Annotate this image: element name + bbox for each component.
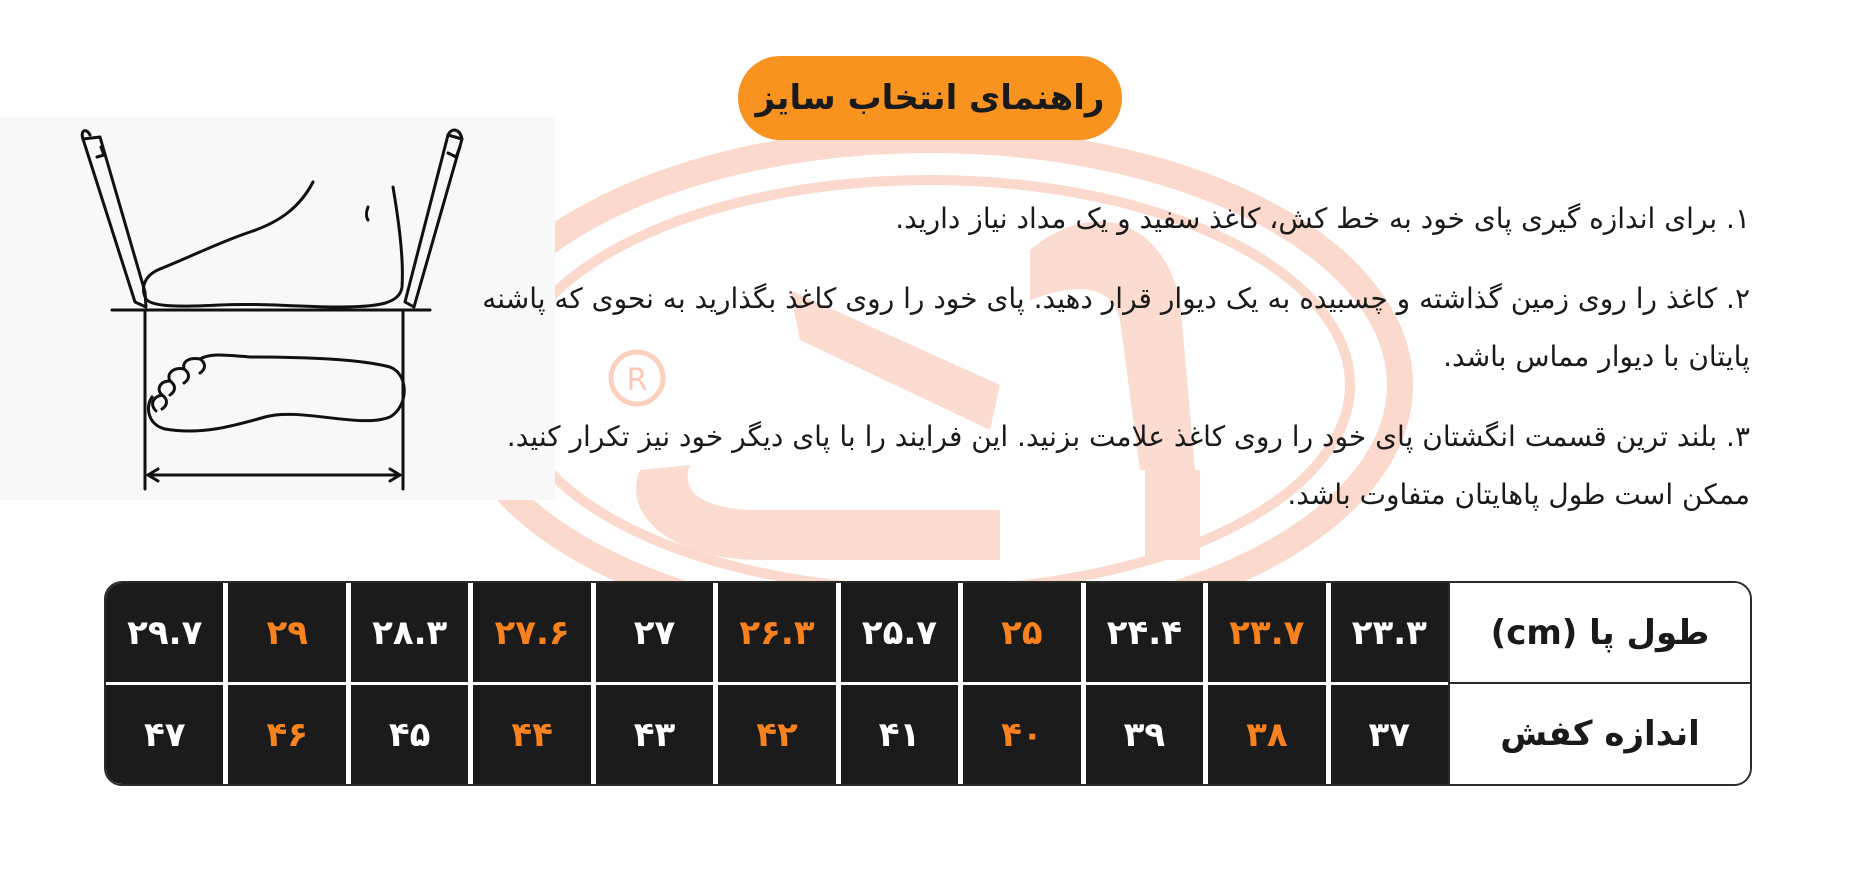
foot-length-cell: ۲۵.۷ xyxy=(836,583,958,682)
foot-length-cell: ۲۵ xyxy=(958,583,1080,682)
foot-length-cell: ۲۳.۳ xyxy=(1326,583,1448,682)
foot-length-cell: ۲۹.۷ xyxy=(106,583,223,682)
foot-length-cell: ۲۹ xyxy=(223,583,345,682)
shoe-size-cell: ۴۵ xyxy=(346,685,468,784)
instruction-step-2: ۲. کاغذ را روی زمین گذاشته و چسبیده به یک دیوار قرار دهید. پای خود را روی کاغذ بگذارید به نحوی که پاشنه پایتان با دیوار مماس باشد. xyxy=(482,282,1750,373)
foot-length-cell: ۲۴.۴ xyxy=(1081,583,1203,682)
shoe-size-cell: ۴۶ xyxy=(223,685,345,784)
shoe-size-cell: ۴۷ xyxy=(106,685,223,784)
foot-length-row xyxy=(106,583,1750,682)
instruction-step-3: ۳. بلند ترین قسمت انگشتان پای خود را روی کاغذ علامت بزنید. این فرایند را با پای دیگر خود نیز تکرار کنید. ممکن است طول پاهایتان متفاوت باشد. xyxy=(506,420,1750,511)
shoe-size-cell: ۴۰ xyxy=(958,685,1080,784)
instruction-step-1: ۱. برای اندازه گیری پای خود به خط کش، کاغذ سفید و یک مداد نیاز دارید. xyxy=(895,202,1750,235)
foot-measurement-illustration xyxy=(0,117,555,500)
page-title: راهنمای انتخاب سایز xyxy=(755,78,1105,118)
shoe-size-cell: ۳۹ xyxy=(1081,685,1203,784)
foot-length-label: طول پا (cm) xyxy=(1448,583,1750,682)
instructions xyxy=(480,190,1750,546)
shoe-size-row xyxy=(106,682,1750,784)
shoe-size-cell: ۳۸ xyxy=(1203,685,1325,784)
foot-length-cell: ۲۸.۳ xyxy=(346,583,468,682)
foot-length-cell: ۲۷.۶ xyxy=(468,583,590,682)
foot-illustration-icon xyxy=(0,117,555,500)
shoe-size-label: اندازه کفش xyxy=(1448,682,1750,784)
title-badge xyxy=(738,56,1122,140)
svg-text:R: R xyxy=(626,363,648,398)
size-chart-table xyxy=(104,581,1752,786)
shoe-size-cell: ۴۱ xyxy=(836,685,958,784)
shoe-size-cell: ۴۳ xyxy=(591,685,713,784)
foot-length-cell: ۲۶.۳ xyxy=(713,583,835,682)
shoe-size-cell: ۴۲ xyxy=(713,685,835,784)
shoe-size-cell: ۴۴ xyxy=(468,685,590,784)
foot-length-cell: ۲۳.۷ xyxy=(1203,583,1325,682)
foot-length-cell: ۲۷ xyxy=(591,583,713,682)
shoe-size-cell: ۳۷ xyxy=(1326,685,1448,784)
